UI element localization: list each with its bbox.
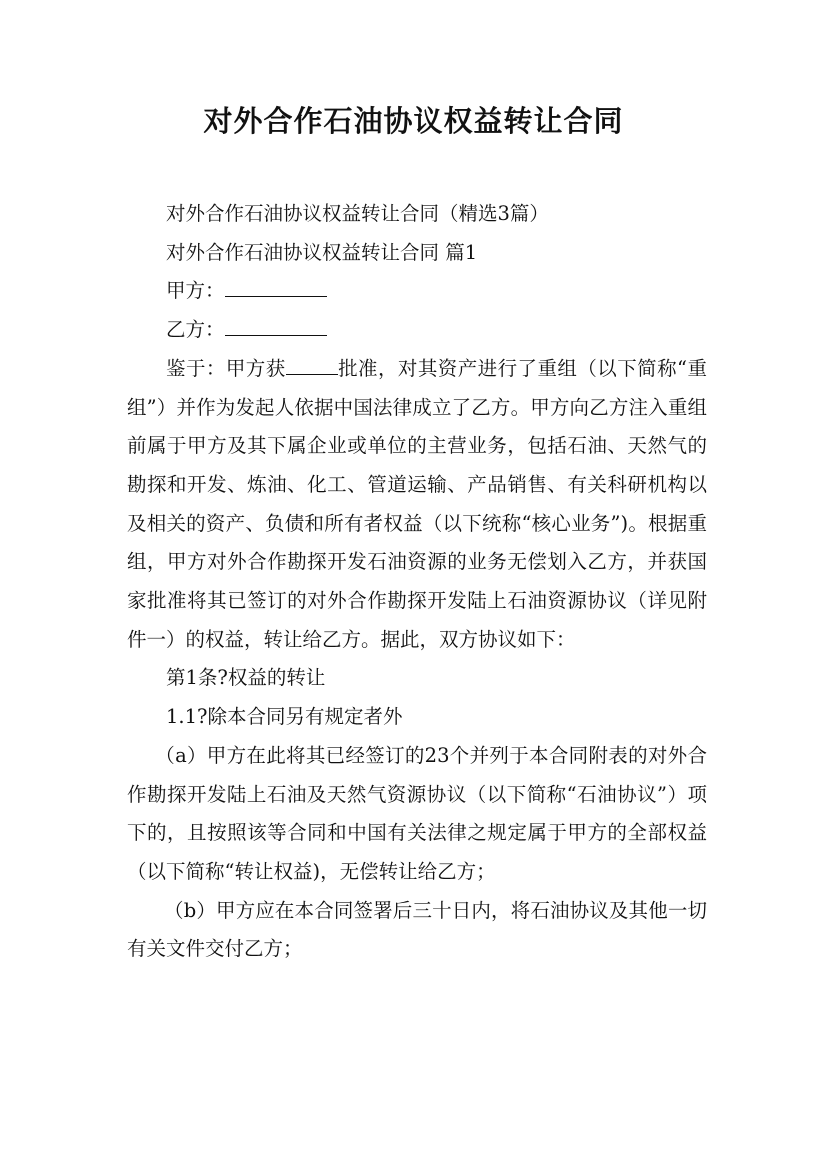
clause-b: （b）甲方应在本合同签署后三十日内，将石油协议及其他一切有关文件交付乙方； (127, 898, 707, 961)
party-b-line (127, 311, 707, 350)
recital-post: 批准，对其资产进行了重组（以下简称“重组”）并作为发起人依据中国法律成立了乙方。甲方向乙方注入重组前属于甲方及其下属企业或单位的主营业务，包括石油、天然气的勘探和开发、炼油、化工、管道运输、产品销售、有关科研机构以及相关的资产、负债和所有者权益（以下统称“核心业务”)。根据重组，甲方对外合作勘探开发石油资源的业务无偿划入乙方，并获国家批准将其已签订的对外合作勘探开发陆上石油资源协议（详见附件一）的权益，转让给乙方。据此，双方协议如下： (127, 356, 707, 651)
recital-pre: 鉴于：甲方获 (166, 356, 286, 380)
recital-paragraph (127, 350, 707, 660)
party-a-blank (225, 276, 327, 297)
clause-1-1: 1.1?除本合同另有规定者外 (166, 705, 403, 729)
party-b-blank (225, 315, 327, 336)
article-1-heading: 第1条?权益的转让 (166, 666, 326, 690)
party-a-line (127, 272, 707, 311)
document-body (127, 195, 707, 969)
party-a-label: 甲方： (166, 279, 225, 303)
approval-authority-blank (286, 353, 338, 374)
document-title: 对外合作石油协议权益转让合同 (203, 104, 624, 138)
subtitle: 对外合作石油协议权益转让合同（精选3篇） (166, 202, 549, 225)
clause-a: （a）甲方在此将其已经签订的23个并列于本合同附表的对外合作勘探开发陆上石油及天然气资源协议（以下简称“石油协议”）项下的，且按照该等合同和中国有关法律之规定属于甲方的全部权益（以下简称“转让权益)，无偿转让给乙方； (127, 743, 707, 883)
party-b-label: 乙方： (166, 318, 225, 342)
section-heading: 对外合作石油协议权益转让合同 篇1 (166, 240, 478, 264)
